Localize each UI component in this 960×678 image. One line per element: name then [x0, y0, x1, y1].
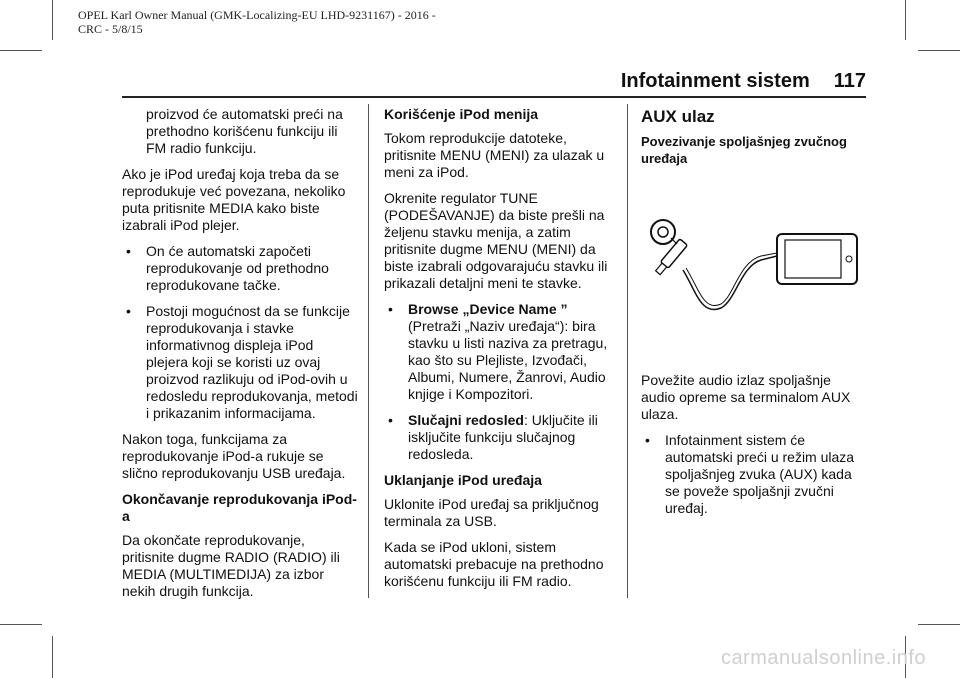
bullet-bold: Browse „Device Name ” [408, 301, 568, 317]
section-heading: AUX ulaz [641, 107, 715, 126]
section-title: Infotainment sistem [620, 70, 810, 92]
page-number: 117 [833, 70, 866, 92]
column-2 [384, 106, 616, 599]
crop-mark [918, 624, 960, 625]
bullet-icon: • [645, 432, 650, 448]
watermark: carmanualsonline.info [720, 647, 926, 669]
crop-mark [52, 0, 53, 40]
page-header [621, 70, 866, 93]
paragraph: Povežite audio izlaz spoljašnje audio opreme sa terminalom AUX ulaza. [641, 372, 851, 422]
subheading: Korišćenje iPod menija [384, 106, 539, 122]
paragraph: Da okončate reprodukovanje, pritisnite dugme RADIO (RADIO) ili MEDIA (MULTIMEDIJA) za izbor nekih drugih funkcija. [122, 532, 340, 599]
crop-mark [0, 50, 42, 51]
bullet-text: : Uključite ili isključite funkciju slučajnog redosleda. [408, 412, 598, 462]
paragraph: proizvod će automatski preći na prethodno korišćenu funkciju ili FM radio funkciju. [146, 106, 343, 156]
subheading: Okončavanje reprodukovanja iPod-a [122, 491, 357, 524]
paragraph: Tokom reprodukcije datoteke, pritisnite MENU (MENI) za ulazak u meni za iPod. [384, 130, 605, 180]
column-3 [641, 106, 869, 526]
bullet-icon: • [126, 243, 131, 259]
paragraph: Okrenite regulator TUNE (PODEŠAVANJE) da biste prešli na željenu stavku menija, a zatim pritisnite dugme MENU (MENI) da biste izabrali odgovarajuću stavku ili prikazali detaljni meni te stavke. [384, 190, 608, 291]
bullet-item [384, 301, 616, 403]
bullet-item [641, 432, 869, 517]
bullet-text: On će automatski započeti reprodukovanje od prethodno reprodukovane tačke. [146, 243, 329, 293]
paragraph: Nakon toga, funkcijama za reprodukovanje iPod-a rukuje se slično reprodukovanju USB uređaja. [122, 431, 346, 481]
document-meta [78, 8, 436, 36]
meta-line-2: CRC - 5/8/15 [78, 22, 143, 36]
bullet-icon: • [388, 301, 393, 317]
paragraph: Kada se iPod ukloni, sistem automatski prebacuje na prethodno korišćenu funkciju ili FM radio. [384, 539, 604, 589]
meta-line-1: OPEL Karl Owner Manual (GMK-Localizing-EU LHD-9231167) - 2016 - [78, 8, 436, 22]
column-divider [627, 104, 628, 598]
bullet-icon: • [388, 412, 393, 428]
crop-mark [905, 0, 906, 40]
paragraph: Uklonite iPod uređaj sa priključnog terminala za USB. [384, 496, 599, 529]
paragraph: Ako je iPod uređaj koja treba da se reprodukuje već povezana, nekoliko puta pritisnite MEDIA kako biste izabrali iPod plejer. [122, 166, 346, 233]
bullet-text: Postoji mogućnost da se funkcije reprodukovanja i stavke informativnog displeja iPod plejera koji se koristi uz ovaj proizvod razlikuju od iPod-ovih u redosledu reprodukovanja, metodi i prikazanim informacijama. [146, 303, 358, 421]
crop-mark [52, 636, 53, 678]
bullet-item [122, 243, 358, 294]
bullet-item [384, 412, 616, 463]
header-rule [122, 96, 866, 98]
subheading: Uklanjanje iPod uređaja [384, 472, 542, 488]
crop-mark [0, 624, 42, 625]
bullet-text: Infotainment sistem će automatski preći u režim ulaza spoljašnjeg zvuka (AUX) kada se poveže spoljašnji zvučni uređaj. [665, 432, 855, 516]
column-divider [368, 104, 369, 598]
bullet-bold: Slučajni redosled [408, 412, 524, 428]
bullet-item [122, 303, 358, 422]
column-1 [122, 106, 358, 609]
bullet-icon: • [126, 303, 131, 319]
bullet-text: (Pretraži „Naziv uređaja“): bira stavku u listi naziva za pretragu, kao što su Plejliste, Izvođači, Albumi, Numere, Žanrovi, Audio knjige i Kompozitori. [408, 318, 608, 402]
crop-mark [918, 50, 960, 51]
subheading: Povezivanje spoljašnjeg zvučnog uređaja [641, 134, 847, 166]
aux-connection-illustration [641, 196, 871, 346]
